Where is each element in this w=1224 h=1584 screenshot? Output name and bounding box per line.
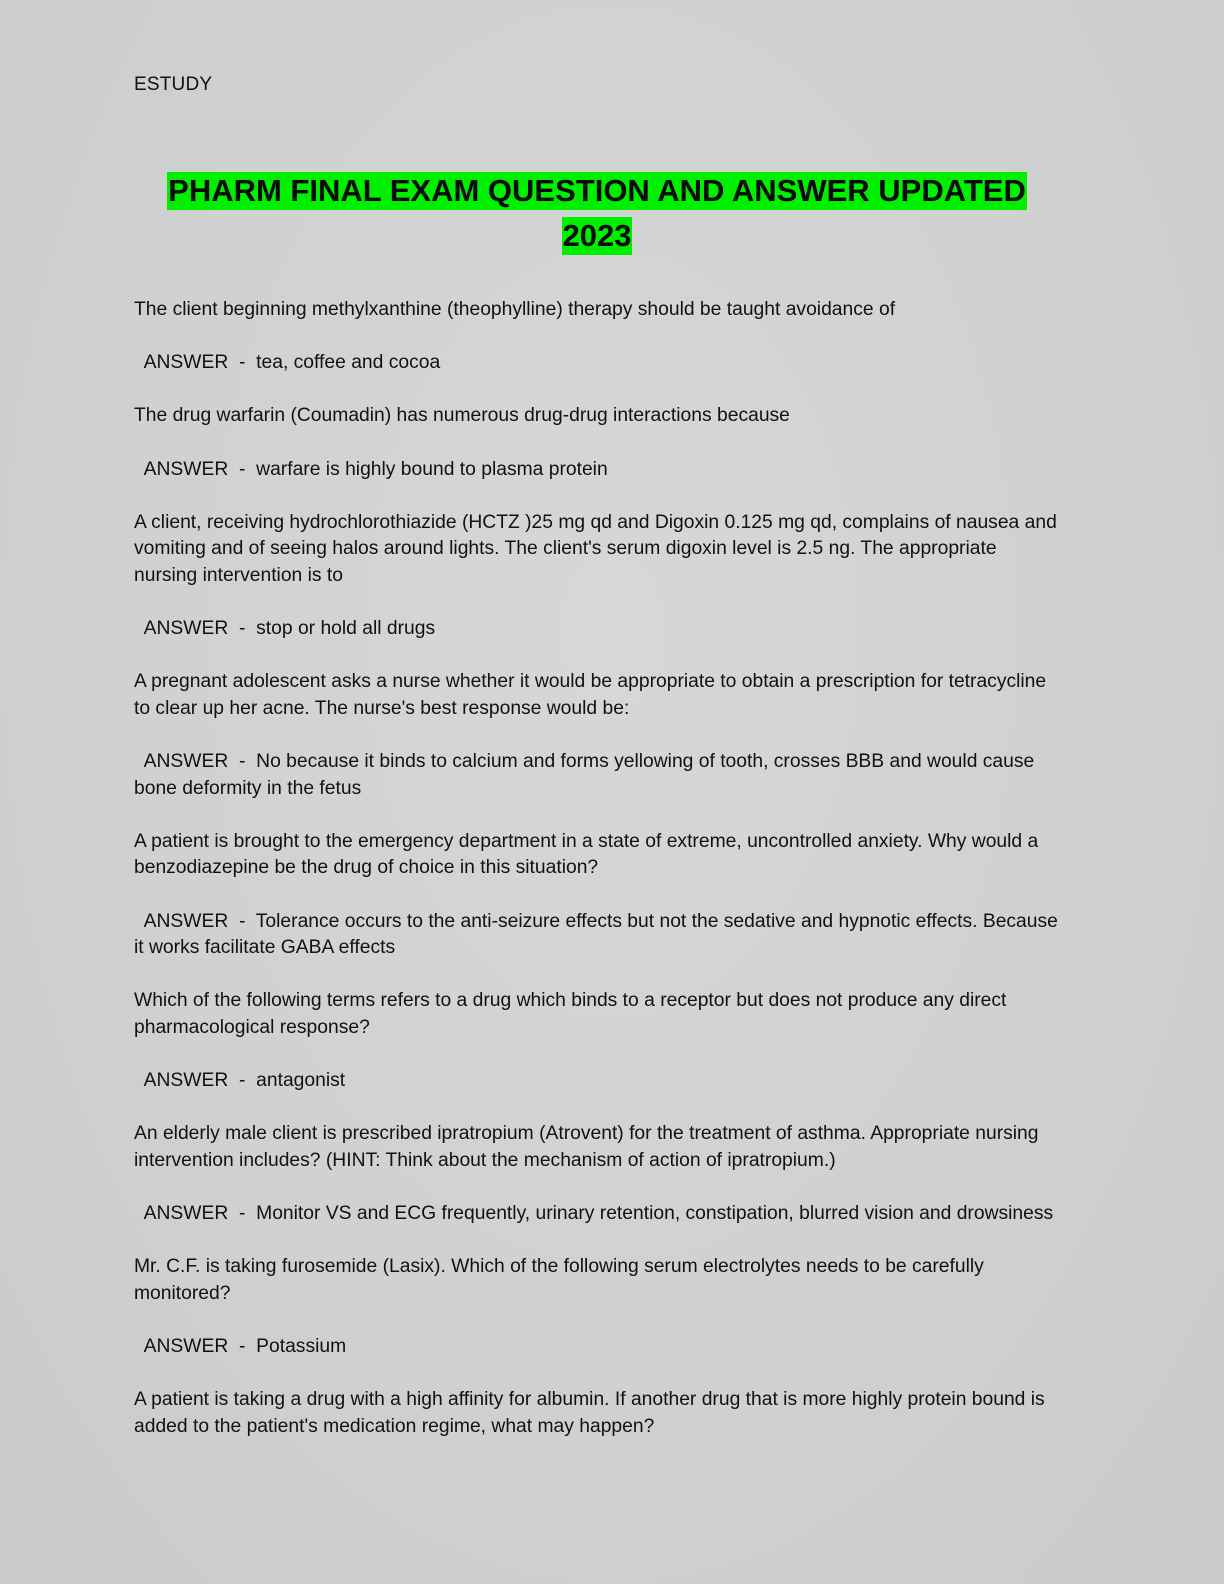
question-text: A client, receiving hydrochlorothiazide (HCTZ )25 mg qd and Digoxin 0.125 mg qd, complains of nausea and vomiting and of seeing halos around lights. The client's serum digoxin level is 2.5 ng. The appropriate nursing intervention is to	[134, 511, 1057, 586]
answer-line	[134, 1201, 1064, 1228]
question-text: The client beginning methylxanthine (theophylline) therapy should be taught avoidance of	[134, 299, 896, 320]
answer-line	[134, 1068, 1064, 1095]
answer-line	[134, 616, 1064, 643]
answer-prefix: ANSWER -	[134, 1070, 257, 1092]
answer-text: Monitor VS and ECG frequently, urinary retention, constipation, blurred vision and drowsiness	[256, 1203, 1054, 1225]
question-text: A patient is brought to the emergency department in a state of extreme, uncontrolled anxiety. Why would a benzodiazepine be the drug of choice in this situation?	[134, 830, 1039, 879]
answer-line	[134, 457, 1064, 484]
answer-line	[134, 1334, 1064, 1361]
answer-text: Potassium	[256, 1336, 347, 1358]
answer-text: No because it binds to calcium and forms yellowing of tooth, crosses BBB and would cause bone deformity in the fetus	[134, 751, 1035, 799]
qa-list	[134, 297, 1064, 1467]
answer-text: warfare is highly bound to plasma protein	[256, 458, 608, 480]
answer-text: Tolerance occurs to the anti-seizure effects but not the sedative and hypnotic effects. Because it works facilitate GABA effects	[134, 910, 1058, 959]
question-text: Which of the following terms refers to a drug which binds to a receptor but does not produce any direct pharmacological response?	[134, 990, 1007, 1039]
question-text: A pregnant adolescent asks a nurse whether it would be appropriate to obtain a prescription for tetracycline to clear up her acne. The nurse's best response would be:	[134, 671, 1047, 719]
question-text: Mr. C.F. is taking furosemide (Lasix). Which of the following serum electrolytes needs to be carefully monitored?	[134, 1256, 984, 1304]
answer-prefix: ANSWER -	[134, 618, 257, 640]
answer-prefix: ANSWER -	[134, 352, 257, 374]
question-text: A patient is taking a drug with a high affinity for albumin. If another drug that is more highly protein bound is added to the patient's medication regime, what may happen?	[134, 1389, 1045, 1437]
answer-prefix: ANSWER -	[134, 751, 257, 773]
header-label: ESTUDY	[134, 74, 213, 95]
answer-prefix: ANSWER -	[134, 910, 256, 932]
answer-prefix: ANSWER -	[134, 1336, 257, 1358]
question-text: An elderly male client is prescribed ipratropium (Atrovent) for the treatment of asthma. Appropriate nursing intervention includes? (HINT: Think about the mechanism of action of ipratropium.)	[134, 1123, 1039, 1171]
answer-text: tea, coffee and cocoa	[256, 352, 441, 374]
answer-line	[134, 350, 1064, 377]
answer-line	[134, 749, 1064, 802]
answer-prefix: ANSWER -	[134, 458, 257, 480]
answer-prefix: ANSWER -	[134, 1203, 257, 1225]
answer-text: antagonist	[256, 1070, 346, 1092]
answer-line	[134, 909, 1064, 962]
answer-text: stop or hold all drugs	[256, 618, 436, 640]
question-text: The drug warfarin (Coumadin) has numerous drug-drug interactions because	[134, 405, 790, 427]
document-title	[134, 168, 1060, 258]
document-title-text: PHARM FINAL EXAM QUESTION AND ANSWER UPDATED 2023	[168, 173, 1026, 253]
